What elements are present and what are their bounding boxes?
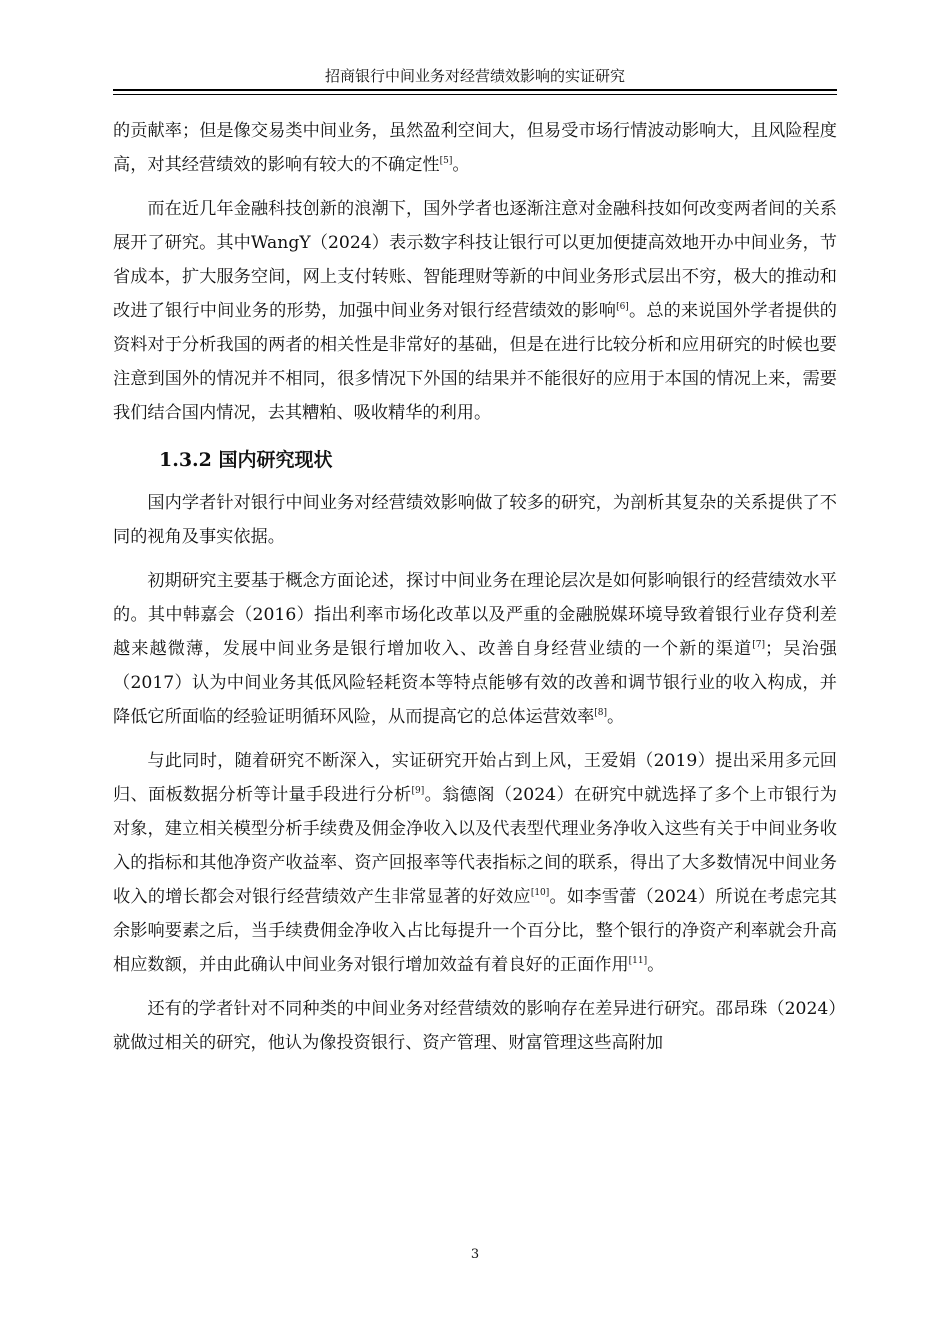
running-header: 招商银行中间业务对经营绩效影响的实证研究: [324, 67, 625, 85]
header-rule-thin: [113, 94, 837, 95]
header-rule-thick: [113, 89, 837, 91]
page-body: [113, 114, 837, 1060]
citation-ref[interactable]: [7]: [752, 640, 765, 650]
citation-ref[interactable]: [9]: [411, 786, 425, 796]
paragraph-6: 还有的学者针对不同种类的中间业务对经营绩效的影响存在差异进行研究。邵昂珠（2024）就做过相关的研究，他认为像投资银行、资产管理、财富管理这些高附加: [113, 999, 837, 1053]
section-heading: 1.3.2 国内研究现状: [159, 449, 333, 471]
paragraph-5: 与此同时，随着研究不断深入，实证研究开始占到上风，王爱娟（2019）提出采用多元回归、面板数据分析等计量手段进行分析[9]。翁德阁（2024）在研究中就选择了多个上市银行为对象，建立相关模型分析手续费及佣金净收入以及代表型代理业务净收入这些有关于中间业务收入的指标和其他净资产收益率、资产回报率等代表指标之间的联系，得出了大多数情况中间业务收入的增长都会对银行经营绩效产生非常显著的好效应[10]。如李雪蕾（2024）所说在考虑完其余影响要素之后，当手续费佣金净收入占比每提升一个百分比，整个银行的净资产利率就会升高相应数额，并由此确认中间业务对银行增加效益有着良好的正面作用[11]。: [113, 751, 837, 975]
paragraph-2: 而在近几年金融科技创新的浪潮下，国外学者也逐渐注意对金融科技如何改变两者间的关系展开了研究。其中WangY（2024）表示数字科技让银行可以更加便捷高效地开办中间业务，节省成本，扩大服务空间，网上支付转账、智能理财等新的中间业务形式层出不穷，极大的推动和改进了银行中间业务的形势，加强中间业务对银行经营绩效的影响[6]。总的来说国外学者提供的资料对于分析我国的两者的相关性是非常好的基础，但是在进行比较分析和应用研究的时候也要注意到国外的情况并不相同，很多情况下外国的结果并不能很好的应用于本国的情况上来，需要我们结合国内情况，去其糟粕、吸收精华的利用。: [113, 199, 837, 423]
paragraph-1: 的贡献率；但是像交易类中间业务，虽然盈利空间大，但易受市场行情波动影响大，且风险程度高，对其经营绩效的影响有较大的不确定性[5]。: [113, 121, 837, 175]
paragraph-4: 初期研究主要基于概念方面论述，探讨中间业务在理论层次是如何影响银行的经营绩效水平的。其中韩嘉会（2016）指出利率市场化改革以及严重的金融脱媒环境导致着银行业存贷利差越来越微薄，发展中间业务是银行增加收入、改善自身经营业绩的一个新的渠道[7]；吴治强（2017）认为中间业务其低风险轻耗资本等特点能够有效的改善和调节银行业的收入构成，并降低它所面临的经验证明循环风险，从而提高它的总体运营效率[8]。: [113, 571, 837, 727]
citation-ref[interactable]: [5]: [439, 156, 453, 166]
citation-ref[interactable]: [8]: [594, 708, 608, 718]
page-number: 3: [470, 1247, 480, 1262]
paragraph-3: 国内学者针对银行中间业务对经营绩效影响做了较多的研究，为剖析其复杂的关系提供了不同的视角及事实依据。: [113, 493, 837, 547]
citation-ref[interactable]: [10]: [530, 888, 550, 898]
citation-ref[interactable]: [11]: [628, 956, 648, 966]
citation-ref[interactable]: [6]: [616, 302, 629, 312]
